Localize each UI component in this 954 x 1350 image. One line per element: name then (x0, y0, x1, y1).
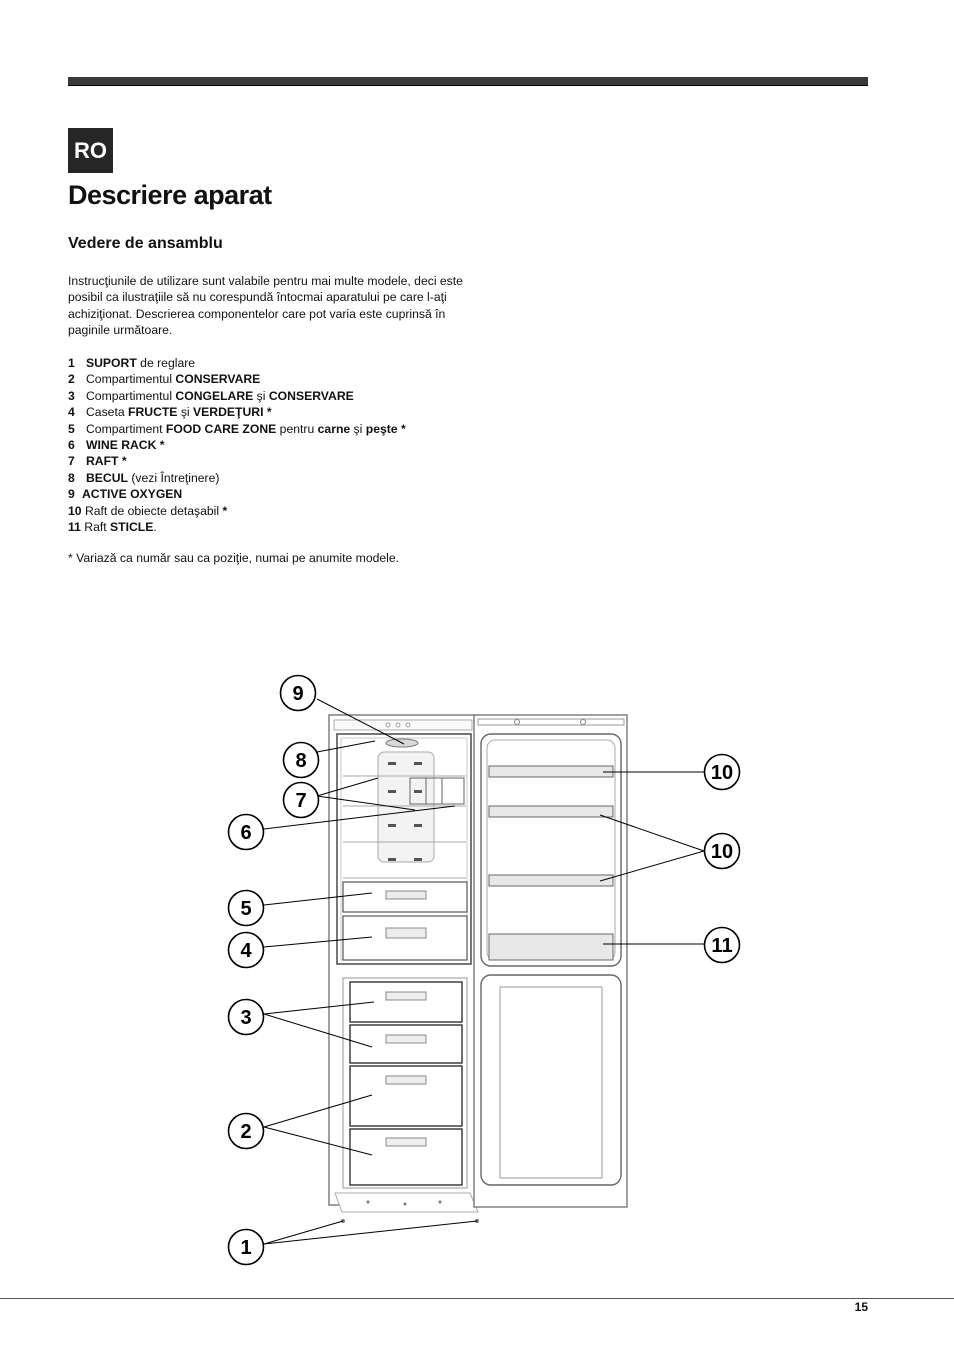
callout-9 (281, 676, 316, 711)
svg-text:10: 10 (710, 841, 734, 863)
fridge-diagram (0, 660, 954, 1290)
list-item: 3 Compartimentul CONGELARE şi CONSERVARE (68, 388, 354, 403)
callout-11 (705, 928, 740, 963)
list-item: 11 Raft STICLE. (68, 520, 157, 535)
svg-text:4: 4 (240, 940, 252, 962)
list-item: 4 Caseta FRUCTE şi VERDEŢURI * (68, 405, 272, 420)
svg-text:3: 3 (240, 1007, 252, 1029)
section-title: Vedere de ansamblu (68, 235, 223, 252)
list-item: 8 BECUL (vezi Întreţinere) (68, 470, 220, 485)
base-plinth (335, 1193, 478, 1212)
list-item: 1 SUPORT de reglare (68, 356, 196, 370)
svg-text:9: 9 (292, 683, 304, 705)
list-item: 9 ACTIVE OXYGEN (68, 487, 183, 502)
header-bar (68, 77, 868, 86)
callout-7 (284, 783, 319, 818)
control-panel (334, 720, 472, 730)
callout-8 (284, 743, 319, 778)
svg-text:10: 10 (710, 762, 734, 784)
svg-text:1: 1 (240, 1237, 252, 1259)
list-item: 7 RAFT * (68, 454, 127, 469)
freezer-drawer (350, 982, 462, 1022)
footnote: * Variază ca număr sau ca poziţie, numai pe anumite modele. (68, 551, 400, 565)
callout-10-top (705, 755, 740, 790)
freezer-drawer (350, 1066, 462, 1126)
freezer-door (481, 975, 621, 1185)
door-shelf (489, 875, 613, 886)
svg-text:5: 5 (240, 898, 252, 920)
light-housing (378, 752, 434, 862)
list-item: 5 Compartiment FOOD CARE ZONE pentru carne şi peşte * (68, 421, 406, 436)
callout-3 (229, 1000, 264, 1035)
list-item: 6 WINE RACK * (68, 438, 165, 453)
freezer-drawer (350, 1025, 462, 1063)
callout-2 (229, 1114, 264, 1149)
bottle-shelf (489, 934, 613, 960)
list-item: 2 Compartimentul CONSERVARE (68, 372, 261, 387)
callout-10-bottom (705, 834, 740, 869)
parts-list (68, 355, 406, 535)
callout-5 (229, 891, 264, 926)
svg-text:11: 11 (711, 935, 733, 957)
page-number: 15 (854, 1300, 868, 1314)
svg-text:2: 2 (240, 1121, 252, 1143)
svg-text:7: 7 (295, 790, 307, 812)
intro-paragraph: Instrucţiunile de utilizare sunt valabile pentru mai multe modele, deci este posibil ca ilustraţiile să nu corespundă întocmai aparatului pe care l-aţi achiziţionat. Descrierea componentelor care pot varia este cuprinsă în paginile următoare. (68, 274, 463, 338)
door-shelf (489, 766, 613, 777)
svg-text:8: 8 (295, 750, 307, 772)
callout-6 (229, 815, 264, 850)
control-knobs (386, 723, 410, 727)
list-item: 10 Raft de obiecte detaşabil * (68, 503, 228, 518)
door-shelf (489, 806, 613, 817)
svg-text:6: 6 (240, 822, 252, 844)
footer-rule (0, 1298, 954, 1299)
callout-1 (229, 1230, 264, 1265)
callout-4 (229, 933, 264, 968)
language-badge: RO (68, 128, 113, 173)
freezer-drawer (350, 1129, 462, 1185)
page-title: Descriere aparat (68, 180, 272, 210)
